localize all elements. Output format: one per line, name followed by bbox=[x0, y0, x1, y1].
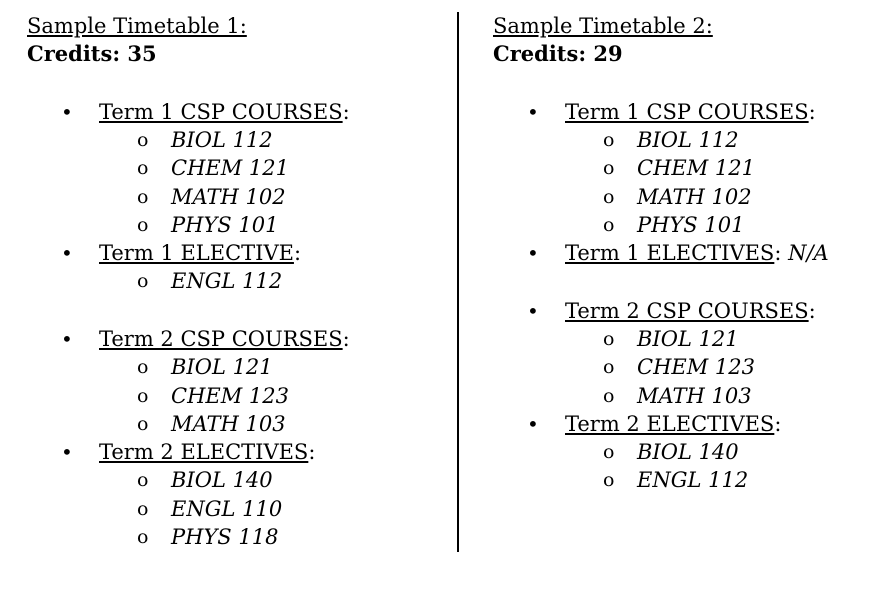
circle-bullet-icon: o bbox=[603, 157, 615, 180]
bullet-heading bbox=[493, 239, 877, 267]
course-item bbox=[27, 267, 427, 295]
course-code: ENGL 110 bbox=[171, 496, 283, 521]
circle-bullet-icon: o bbox=[603, 384, 615, 407]
heading-label: Term 2 ELECTIVES bbox=[99, 440, 309, 465]
term-section bbox=[27, 98, 427, 295]
timetable-title: Sample Timetable 2: bbox=[493, 14, 713, 38]
course-code: BIOL 112 bbox=[637, 128, 739, 152]
timetable-column-1 bbox=[27, 12, 427, 581]
bullet-heading bbox=[27, 325, 427, 353]
course-code: PHYS 118 bbox=[171, 524, 279, 549]
heading-suffix: : bbox=[308, 440, 316, 465]
course-item bbox=[27, 211, 427, 239]
circle-bullet-icon: o bbox=[603, 185, 615, 208]
circle-bullet-icon: o bbox=[137, 157, 149, 180]
course-item bbox=[493, 325, 877, 353]
circle-bullet-icon: o bbox=[137, 356, 149, 379]
course-item bbox=[493, 183, 877, 211]
heading-suffix: : bbox=[808, 299, 816, 324]
bullet-heading bbox=[493, 410, 877, 438]
timetable-sections bbox=[27, 98, 427, 551]
credits-label: Credits: 35 bbox=[27, 41, 157, 66]
circle-bullet-icon: o bbox=[137, 413, 149, 436]
course-item bbox=[493, 438, 877, 466]
bullet-heading bbox=[493, 98, 877, 126]
column-divider bbox=[457, 12, 459, 552]
course-item bbox=[493, 466, 877, 494]
course-code: MATH 103 bbox=[171, 412, 286, 437]
course-code: MATH 102 bbox=[637, 184, 752, 209]
circle-bullet-icon: o bbox=[137, 469, 149, 492]
bullet-icon: • bbox=[527, 299, 539, 324]
circle-bullet-icon: o bbox=[603, 213, 615, 236]
circle-bullet-icon: o bbox=[137, 270, 149, 293]
timetable-sections bbox=[493, 98, 877, 495]
heading-suffix: : bbox=[293, 241, 302, 266]
bullet-icon: • bbox=[527, 241, 539, 266]
heading-suffix: : bbox=[774, 241, 789, 266]
course-code: MATH 102 bbox=[171, 184, 286, 209]
bullet-icon: • bbox=[61, 241, 73, 266]
circle-bullet-icon: o bbox=[603, 356, 615, 379]
heading-suffix: : bbox=[808, 100, 816, 124]
bullet-heading bbox=[27, 438, 427, 466]
course-item bbox=[27, 353, 427, 381]
timetable-column-2 bbox=[493, 12, 877, 525]
course-item bbox=[27, 523, 427, 551]
course-code: CHEM 121 bbox=[171, 156, 289, 181]
bullet-icon: • bbox=[61, 440, 73, 465]
bullet-heading bbox=[493, 297, 877, 325]
bullet-icon: • bbox=[527, 412, 539, 437]
heading-suffix: : bbox=[774, 412, 782, 437]
course-item bbox=[27, 410, 427, 438]
circle-bullet-icon: o bbox=[603, 328, 615, 351]
heading-label: Term 2 CSP COURSES bbox=[565, 299, 809, 324]
course-code: MATH 103 bbox=[637, 383, 752, 408]
circle-bullet-icon: o bbox=[603, 129, 615, 151]
bullet-icon: • bbox=[527, 100, 539, 124]
course-item bbox=[27, 183, 427, 211]
circle-bullet-icon: o bbox=[137, 213, 149, 236]
heading-label: Term 1 CSP COURSES bbox=[99, 100, 343, 124]
circle-bullet-icon: o bbox=[137, 384, 149, 407]
term-section bbox=[27, 325, 427, 551]
circle-bullet-icon: o bbox=[137, 497, 149, 520]
bullet-icon: • bbox=[61, 327, 73, 352]
course-item bbox=[27, 495, 427, 523]
course-item bbox=[493, 382, 877, 410]
course-code: ENGL 112 bbox=[171, 269, 283, 294]
heading-label: Term 2 ELECTIVES bbox=[565, 412, 775, 437]
credits-label: Credits: 29 bbox=[493, 41, 623, 66]
course-code: BIOL 112 bbox=[171, 128, 273, 152]
course-code: ENGL 112 bbox=[637, 468, 749, 493]
course-item bbox=[493, 154, 877, 182]
course-code: BIOL 121 bbox=[637, 327, 739, 352]
course-code: BIOL 121 bbox=[171, 355, 273, 380]
term-section bbox=[493, 297, 877, 494]
course-code: CHEM 123 bbox=[637, 355, 755, 380]
heading-label: Term 1 ELECTIVE bbox=[99, 241, 294, 266]
circle-bullet-icon: o bbox=[603, 441, 615, 464]
bullet-heading bbox=[27, 98, 427, 126]
timetable-title: Sample Timetable 1: bbox=[27, 14, 247, 38]
course-code: PHYS 101 bbox=[637, 212, 745, 237]
course-item bbox=[493, 126, 877, 154]
heading-value: N/A bbox=[788, 241, 829, 266]
course-code: CHEM 123 bbox=[171, 383, 289, 408]
bullet-heading bbox=[27, 239, 427, 267]
circle-bullet-icon: o bbox=[137, 525, 149, 548]
course-item bbox=[493, 211, 877, 239]
course-item bbox=[27, 154, 427, 182]
heading-label: Term 2 CSP COURSES bbox=[99, 327, 343, 352]
circle-bullet-icon: o bbox=[137, 185, 149, 208]
course-code: PHYS 101 bbox=[171, 212, 279, 237]
course-code: BIOL 140 bbox=[171, 468, 273, 493]
term-section bbox=[493, 98, 877, 267]
course-code: CHEM 121 bbox=[637, 156, 755, 181]
course-item bbox=[27, 126, 427, 154]
circle-bullet-icon: o bbox=[137, 129, 149, 151]
heading-label: Term 1 CSP COURSES bbox=[565, 100, 809, 124]
course-item bbox=[493, 353, 877, 381]
bullet-icon: • bbox=[61, 100, 73, 124]
course-code: BIOL 140 bbox=[637, 440, 739, 465]
course-item bbox=[27, 382, 427, 410]
heading-label: Term 1 ELECTIVES bbox=[565, 241, 775, 266]
heading-suffix: : bbox=[342, 100, 350, 124]
heading-suffix: : bbox=[342, 327, 350, 352]
circle-bullet-icon: o bbox=[603, 469, 615, 492]
course-item bbox=[27, 466, 427, 494]
